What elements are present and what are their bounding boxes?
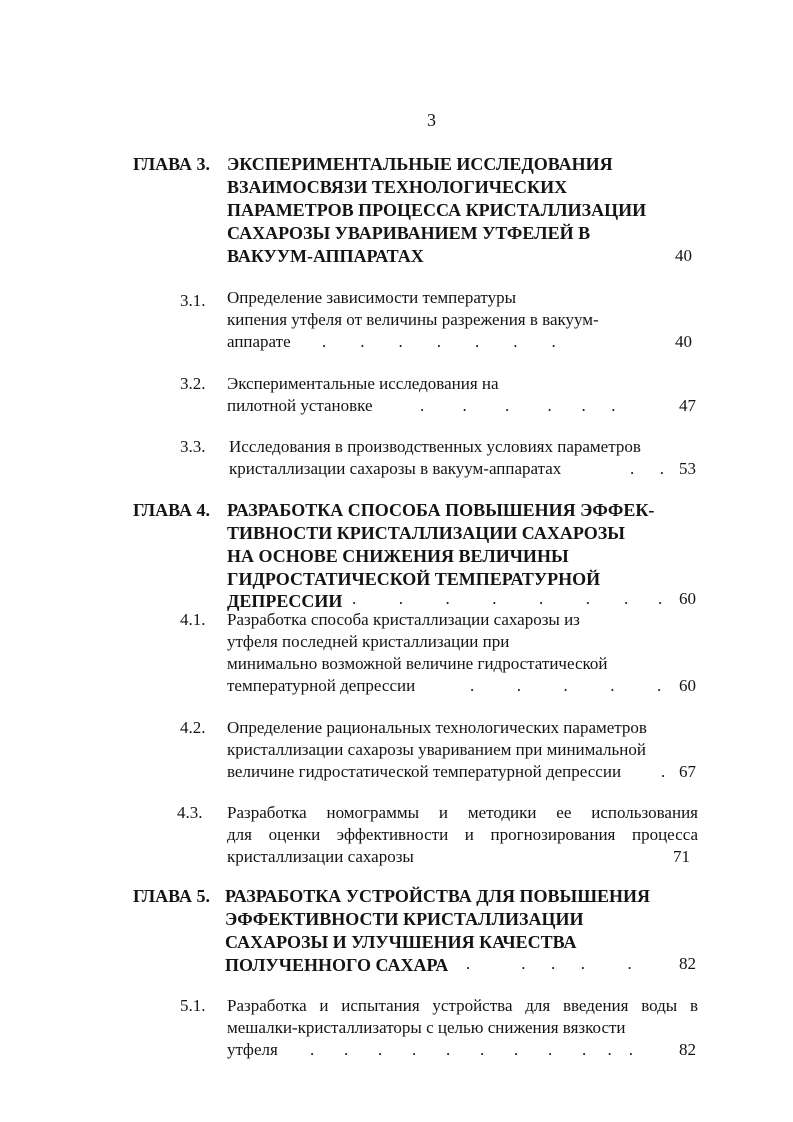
toc-chapter-label: ГЛАВА 4. <box>133 500 211 520</box>
toc-title-line: кристаллизации сахарозы увариванием при минимальной <box>227 740 646 759</box>
toc-title-line: САХАРОЗЫ И УЛУЧШЕНИЯ КАЧЕСТВА <box>225 932 577 952</box>
toc-title-line: Разработка и испытания устройства для введения воды в <box>227 996 698 1015</box>
toc-page-number: 82 <box>679 1040 696 1059</box>
page-number: 3 <box>427 110 436 130</box>
toc-chapter-label: ГЛАВА 5. <box>133 886 211 906</box>
toc-title-line: мешалки-кристаллизаторы с целью снижения вязкости <box>227 1018 626 1037</box>
toc-title-line: Исследования в производственных условиях параметров <box>229 437 641 456</box>
toc-title-line: кипения утфеля от величины разрежения в вакуум- <box>227 310 599 329</box>
toc-title-line: ПАРАМЕТРОВ ПРОЦЕССА КРИСТАЛЛИЗАЦИИ <box>227 200 647 220</box>
toc-title-line: для оценки эффективности и прогнозирования процесса <box>227 825 698 844</box>
toc-title-line: НА ОСНОВЕ СНИЖЕНИЯ ВЕЛИЧИНЫ <box>227 546 569 566</box>
toc-title-line: РАЗРАБОТКА СПОСОБА ПОВЫШЕНИЯ ЭФФЕК- <box>227 500 655 520</box>
toc-leader-dots: . . . . . . . <box>322 332 556 351</box>
toc-title-line: ГИДРОСТАТИЧЕСКОЙ ТЕМПЕРАТУРНОЙ <box>227 569 601 589</box>
toc-section-label: 3.1. <box>180 291 206 310</box>
toc-section-label: 5.1. <box>180 996 206 1015</box>
toc-title-line: ЭКСПЕРИМЕНТАЛЬНЫЕ ИССЛЕДОВАНИЯ <box>227 154 613 174</box>
toc-leader-dots: . . . . . . <box>420 396 616 415</box>
toc-title-line: Разработка номограммы и методики ее использования <box>227 803 698 822</box>
toc-title-line: кристаллизации сахарозы <box>227 847 414 866</box>
toc-page-number: 40 <box>675 246 692 265</box>
toc-page-number: 71 <box>673 847 690 866</box>
toc-title-line: утфеля <box>227 1040 278 1059</box>
toc-title-line: величине гидростатической температурной депрессии <box>227 762 622 781</box>
toc-section-label: 3.2. <box>180 374 206 393</box>
toc-title-line: Разработка способа кристаллизации сахарозы из <box>227 610 580 629</box>
toc-section-label: 3.3. <box>180 437 206 456</box>
toc-title-line: аппарате <box>227 332 291 351</box>
toc-title-line: минимально возможной величине гидростатической <box>227 654 608 673</box>
toc-section-label: 4.3. <box>177 803 203 822</box>
toc-title-line: Определение рациональных технологических параметров <box>227 718 647 737</box>
toc-leader-dots: . . . . . . . . . . . <box>310 1040 633 1059</box>
toc-title-line: пилотной установке <box>227 396 373 415</box>
toc-title-line: Определение зависимости температуры <box>227 288 517 307</box>
toc-title-line: ТИВНОСТИ КРИСТАЛЛИЗАЦИИ САХАРОЗЫ <box>227 523 625 543</box>
toc-title-line: температурной депрессии <box>227 676 416 695</box>
toc-title-line: ДЕПРЕССИИ <box>227 591 343 611</box>
toc-chapter-label: ГЛАВА 3. <box>133 154 211 174</box>
toc-leader-dots: . . . . . <box>466 954 632 973</box>
toc-page-number: 60 <box>679 589 696 608</box>
toc-leader-dots: . . <box>630 459 664 478</box>
toc-leader-dots: . . . . . <box>470 676 662 695</box>
toc-page-number: 40 <box>675 332 692 351</box>
toc-page-number: 82 <box>679 954 696 973</box>
toc-page-number: 67 <box>679 762 696 781</box>
toc-page-number: 53 <box>679 459 696 478</box>
toc-title-line: ВЗАИМОСВЯЗИ ТЕХНОЛОГИЧЕСКИХ <box>227 177 568 197</box>
toc-title-line: РАЗРАБОТКА УСТРОЙСТВА ДЛЯ ПОВЫШЕНИЯ <box>225 886 651 906</box>
toc-section-label: 4.2. <box>180 718 206 737</box>
toc-page-number: 47 <box>679 396 696 415</box>
toc-section-label: 4.1. <box>180 610 206 629</box>
toc-title-line: САХАРОЗЫ УВАРИВАНИЕМ УТФЕЛЕЙ В <box>227 223 591 243</box>
toc-page-number: 60 <box>679 676 696 695</box>
toc-leader-dots: . . . . . . . . <box>352 589 663 608</box>
toc-leader-dots: . <box>661 762 666 781</box>
toc-title-line: кристаллизации сахарозы в вакуум-аппаратах <box>229 459 562 478</box>
toc-title-line: утфеля последней кристаллизации при <box>227 632 510 651</box>
toc-title-line: ВАКУУМ-АППАРАТАХ <box>227 246 424 266</box>
toc-title-line: Экспериментальные исследования на <box>227 374 499 393</box>
toc-title-line: ПОЛУЧЕННОГО САХАРА <box>225 955 449 975</box>
toc-title-line: ЭФФЕКТИВНОСТИ КРИСТАЛЛИЗАЦИИ <box>225 909 584 929</box>
